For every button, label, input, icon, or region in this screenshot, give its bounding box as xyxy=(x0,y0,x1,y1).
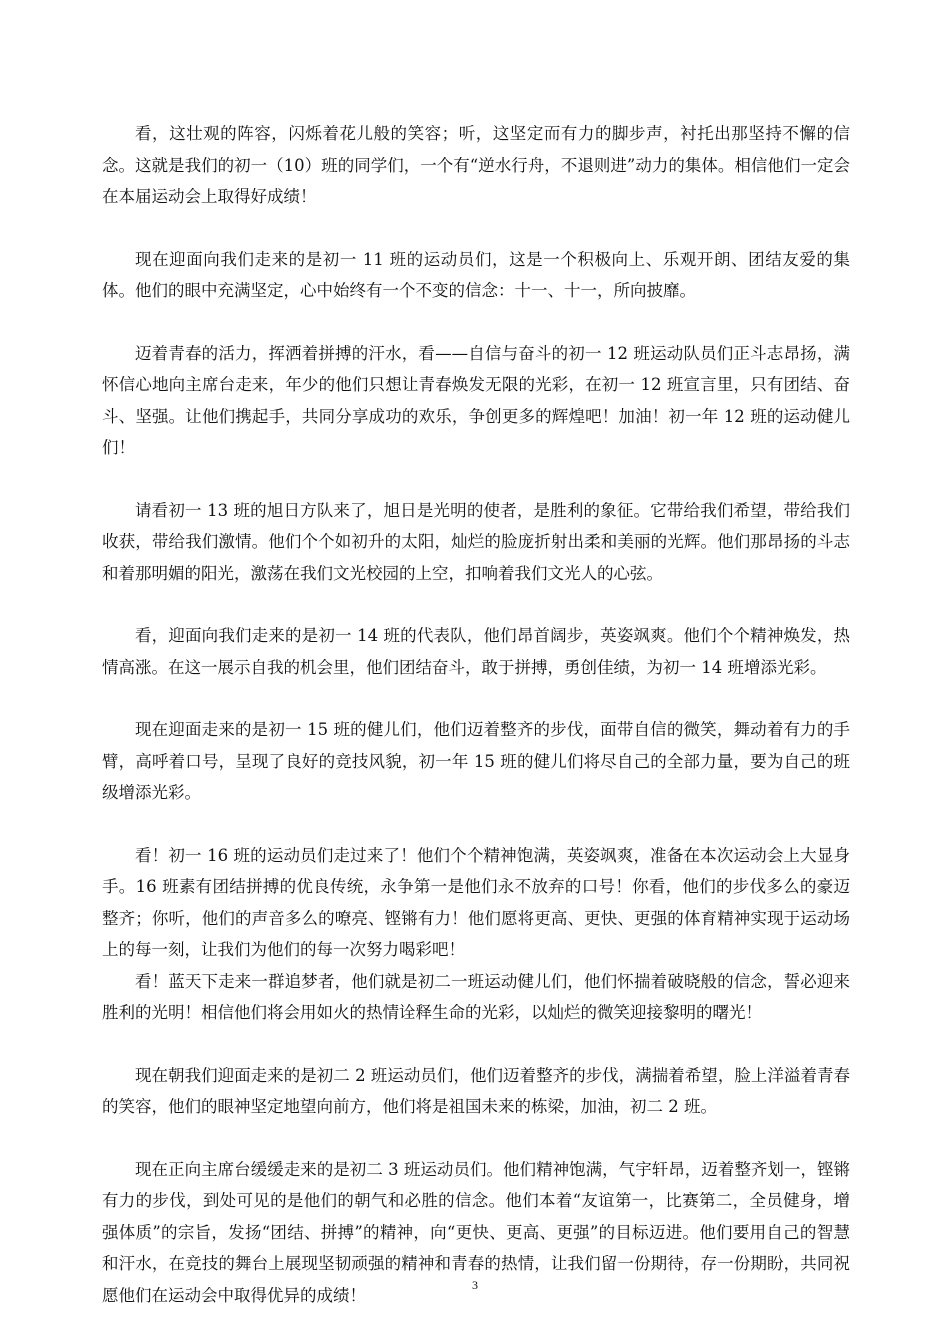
paragraph-gap xyxy=(102,589,850,620)
paragraph-gap xyxy=(102,213,850,244)
paragraph-gap xyxy=(102,307,850,338)
paragraph-grade2-class-2: 现在朝我们迎面走来的是初二 2 班运动员们，他们迈着整齐的步伐，满揣着希望，脸上洋溢着青春的笑容，他们的眼神坚定地望向前方，他们将是祖国未来的栋梁，加油，初二 2 班。 xyxy=(102,1065,850,1116)
document-body xyxy=(102,118,850,1311)
paragraph-class-13: 请看初一 13 班的旭日方队来了，旭日是光明的使者，是胜利的象征。它带给我们希望，带给我们收获，带给我们激情。他们个个如初升的太阳，灿烂的脸庞折射出柔和美丽的光辉。他们那昂扬的斗志和着那明媚的阳光，激荡在我们文光校园的上空，扣响着我们文光人的心弦。 xyxy=(102,500,850,583)
paragraph-class-12: 迈着青春的活力，挥洒着拼搏的汗水，看——自信与奋斗的初一 12 班运动队员们正斗志昂扬，满怀信心地向主席台走来，年少的他们只想让青春焕发无限的光彩，在初一 12 班宣言里，只有团结、奋斗、坚强。让他们携起手，共同分享成功的欢乐，争创更多的辉煌吧！加油！初一年 12 班的运动健儿们！ xyxy=(102,343,850,457)
paragraph-gap xyxy=(102,464,850,495)
paragraph-class-10: 看，这壮观的阵容，闪烁着花儿般的笑容；听，这坚定而有力的脚步声，衬托出那坚持不懈的信念。这就是我们的初一（10）班的同学们，一个有“逆水行舟，不退则进”动力的集体。相信他们一定会在本届运动会上取得好成绩！ xyxy=(102,124,850,206)
paragraph-grade2-class-1: 看！蓝天下走来一群追梦者，他们就是初二一班运动健儿们，他们怀揣着破晓般的信念，誓必迎来胜利的光明！相信他们将会用如火的热情诠释生命的光彩，以灿烂的微笑迎接黎明的曙光！ xyxy=(102,971,850,1022)
paragraph-gap xyxy=(102,1029,850,1060)
paragraph-class-14: 看，迎面向我们走来的是初一 14 班的代表队，他们昂首阔步，英姿飒爽。他们个个精神焕发，热情高涨。在这一展示自我的机会里，他们团结奋斗，敢于拼搏，勇创佳绩，为初一 14 班增添光彩。 xyxy=(102,626,850,677)
paragraph-class-11: 现在迎面向我们走来的是初一 11 班的运动员们，这是一个积极向上、乐观开朗、团结友爱的集体。他们的眼中充满坚定，心中始终有一个不变的信念：十一、十一，所向披靡。 xyxy=(102,249,850,300)
paragraph-class-15: 现在迎面走来的是初一 15 班的健儿们，他们迈着整齐的步伐，面带自信的微笑，舞动着有力的手臂，高呼着口号，呈现了良好的竞技风貌，初一年 15 班的健儿们将尽自己的全部力量，要为自己的班级增添光彩。 xyxy=(102,720,850,802)
paragraph-gap xyxy=(102,1123,850,1154)
paragraph-class-16: 看！初一 16 班的运动员们走过来了！他们个个精神饱满，英姿飒爽，准备在本次运动会上大显身手。16 班素有团结拼搏的优良传统，永争第一是他们永不放弃的口号！你看，他们的步伐多么的豪迈整齐；你听，他们的声音多么的嘹亮、铿锵有力！他们愿将更高、更快、更强的体育精神实现于运动场上的每一刻，让我们为他们的每一次努力喝彩吧！ xyxy=(102,845,850,959)
paragraph-grade2-class-3: 现在正向主席台缓缓走来的是初二 3 班运动员们。他们精神饱满，气宇轩昂，迈着整齐划一，铿锵有力的步伐，到处可见的是他们的朝气和必胜的信念。他们本着“友谊第一，比赛第二，全员健身，增强体质”的宗旨，发扬“团结、拼搏”的精神，向“更快、更高、更强”的目标迈进。他们要用自己的智慧和汗水，在竞技的舞台上展现坚韧顽强的精神和青春的热情，让我们留一份期待，存一份期盼，共同祝愿他们在运动会中取得优异的成绩！ xyxy=(102,1159,850,1305)
paragraph-gap xyxy=(102,683,850,714)
page-number: 3 xyxy=(472,1278,478,1292)
paragraph-gap xyxy=(102,809,850,840)
